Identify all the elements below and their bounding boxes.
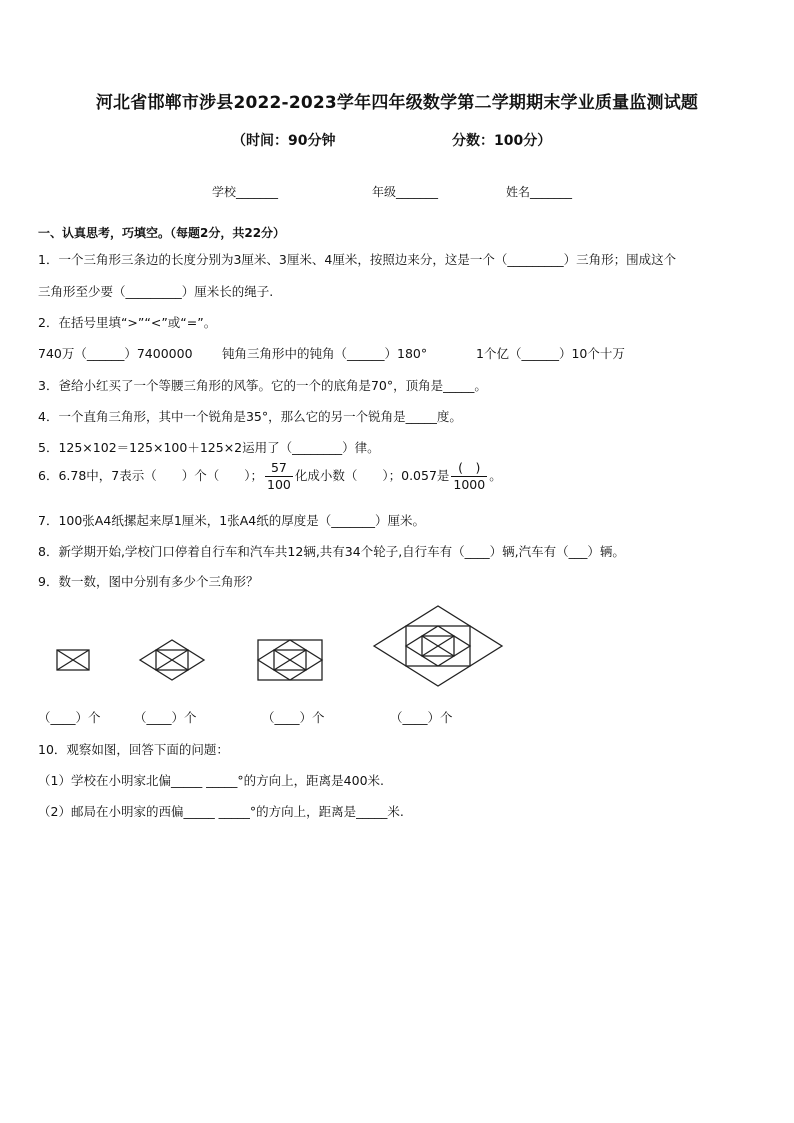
section-heading: 一、认真思考，巧填空。（每题2分，共22分） xyxy=(38,226,286,240)
question-2: 2．在括号里填“>”“<”或“=”。 xyxy=(38,315,217,330)
fraction-denominator: 1000 xyxy=(453,477,486,492)
grade-field[interactable]: 年级_______ xyxy=(372,185,439,199)
question-7: 7．100张A4纸摞起来厚1厘米，1张A4纸的厚度是（_______）厘米。 xyxy=(38,513,425,528)
exam-score: 分数：100分） xyxy=(452,133,552,149)
question-4: 4．一个直角三角形，其中一个锐角是35°，那么它的另一个锐角是_____度。 xyxy=(38,409,462,424)
name-field[interactable]: 姓名_______ xyxy=(506,185,573,199)
school-field[interactable]: 学校_______ xyxy=(212,185,279,199)
question-6-part-a: 6．6.78中，7表示（ ）个（ ）； xyxy=(38,468,263,483)
question-9: 9．数一数，图中分别有多少个三角形？ xyxy=(38,574,259,589)
figure-2-answer[interactable]: （____）个 xyxy=(134,710,197,725)
figure-1-answer[interactable]: （____）个 xyxy=(38,710,101,725)
exam-time: （时间：90分钟 xyxy=(232,133,336,149)
question-6-part-c: 。 xyxy=(489,468,502,483)
figure-4-answer[interactable]: （____）个 xyxy=(390,710,453,725)
question-1-line1: 1．一个三角形三条边的长度分别为3厘米、3厘米、4厘米，按照边来分，这是一个（_________）三角形；围成这个 xyxy=(38,252,677,267)
question-10-part-2: （2）邮局在小明家的西偏_____ _____°的方向上，距离是_____米. xyxy=(38,804,404,819)
figure-1 xyxy=(57,650,89,670)
question-2-item-b: 钝角三角形中的钝角（______）180° xyxy=(222,346,428,361)
figure-2 xyxy=(140,640,204,680)
page-title: 河北省邯郸市涉县2022-2023学年四年级数学第二学期期末学业质量监测试题 xyxy=(95,93,699,113)
question-3: 3．爸给小红买了一个等腰三角形的风筝。它的一个的底角是70°，顶角是_____。 xyxy=(38,378,487,393)
fraction-blank-1000 xyxy=(451,460,487,493)
figure-3-answer[interactable]: （____）个 xyxy=(262,710,325,725)
question-2-item-c: 1个亿（______）10个十万 xyxy=(476,346,625,361)
question-1-line2: 三角形至少要（_________）厘米长的绳子. xyxy=(38,284,274,299)
question-5: 5．125×102＝125×100＋125×2运用了（________）律。 xyxy=(38,440,380,455)
fraction-denominator: 100 xyxy=(267,477,291,492)
fraction-57-100 xyxy=(265,460,293,493)
question-6-part-b: 化成小数（ ）；0.057是 xyxy=(294,468,450,483)
figure-4 xyxy=(374,606,502,686)
fraction-numerator: 57 xyxy=(265,460,293,477)
fraction-numerator: ( ) xyxy=(451,460,487,477)
triangle-figures xyxy=(0,600,794,700)
question-8: 8．新学期开始,学校门口停着自行车和汽车共12辆,共有34个轮子,自行车有（____）辆,汽车有（___）辆。 xyxy=(38,544,625,559)
question-10-part-1: （1）学校在小明家北偏_____ _____°的方向上，距离是400米. xyxy=(38,773,385,788)
question-6 xyxy=(38,460,502,493)
figure-3 xyxy=(258,640,322,680)
question-2-item-a: 740万（______）7400000 xyxy=(38,346,193,361)
question-10: 10．观察如图，回答下面的问题： xyxy=(38,742,229,757)
